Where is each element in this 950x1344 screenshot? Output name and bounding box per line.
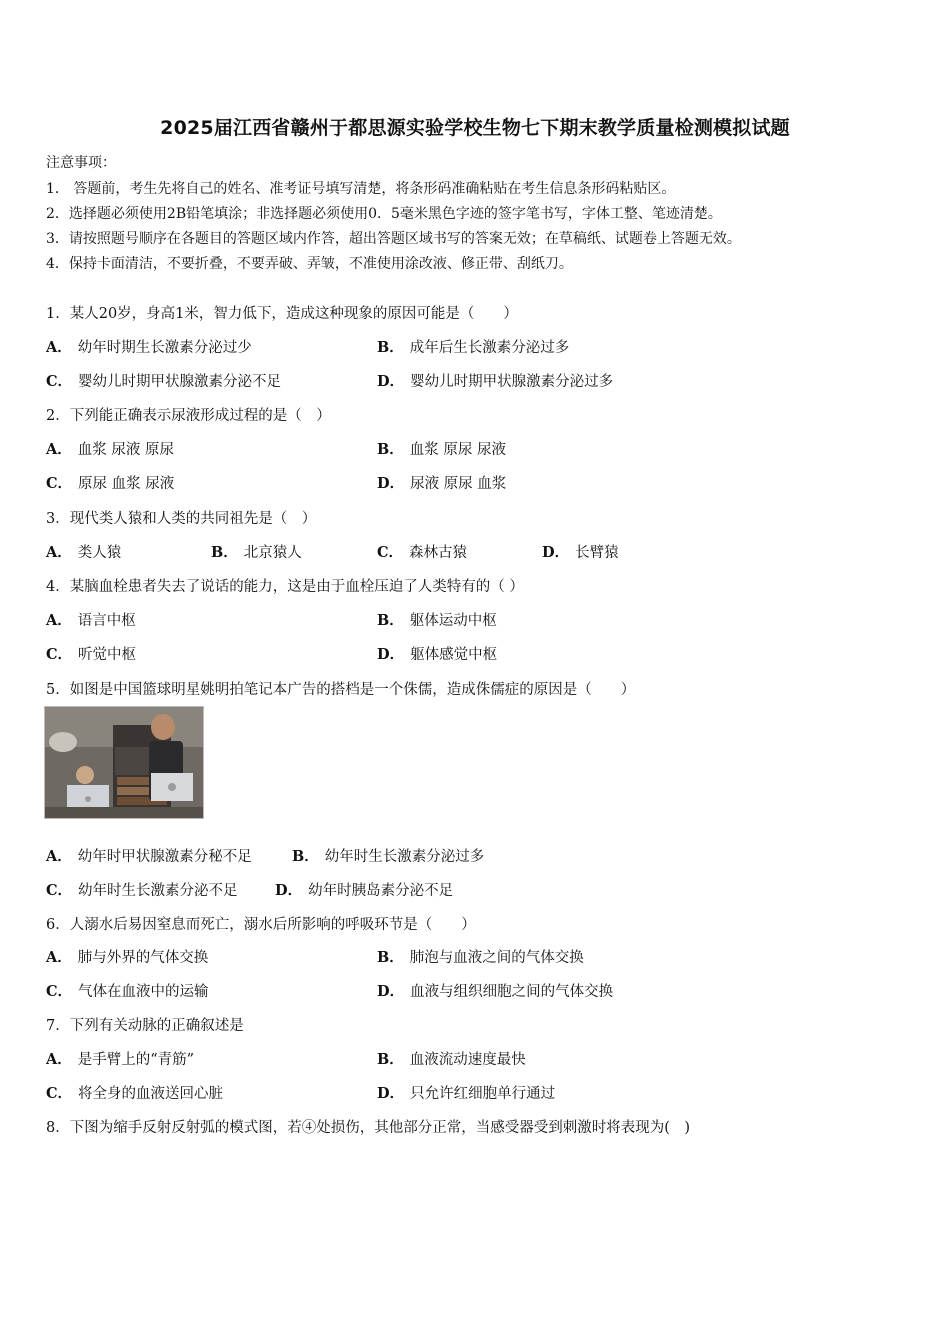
option-a: A． 语言中枢 [46,612,136,629]
option-d: D． 婴幼儿时期甲状腺激素分泌过多 [377,373,614,390]
option-c: C． 幼年时生长激素分泌不足 [46,882,238,899]
option-b: B． 躯体运动中枢 [377,612,497,629]
question-stem: 4．某脑血栓患者失去了说话的能力，这是由于血栓压迫了人类特有的（ ） [46,579,524,595]
option-a: A． 幼年时甲状腺激素分秘不足 [46,848,252,865]
question-stem: 1．某人20岁，身高1米，智力低下，造成这种现象的原因可能是（ ） [46,306,518,322]
question-stem: 7．下列有关动脉的正确叙述是 [46,1018,244,1034]
option-c: C． 森林古猿 [377,544,468,561]
option-d: D． 血液与组织细胞之间的气体交换 [377,983,614,1000]
option-b: B． 成年后生长激素分泌过多 [377,339,570,356]
option-a: A． 类人猿 [46,544,122,561]
option-a: A． 血浆 尿液 原尿 [46,441,174,458]
option-b: B． 血浆 原尿 尿液 [377,441,506,458]
option-b: B． 北京猿人 [211,544,302,561]
option-c: C． 气体在血液中的运输 [46,983,209,1000]
option-c: C． 将全身的血液送回心脏 [46,1085,224,1102]
notice-item: 1． 答题前，考生先将自己的姓名、准考证号填写清楚，将条形码准确粘贴在考生信息条形码粘贴区。 [46,181,676,197]
option-d: D． 尿液 原尿 血浆 [377,475,507,492]
option-a: A． 幼年时期生长激素分泌过少 [46,339,252,356]
option-b: B． 肺泡与血液之间的气体交换 [377,949,584,966]
question-stem: 8．下图为缩手反射反射弧的模式图，若④处损伤，其他部分正常，当感受器受到刺激时将表现为( ) [46,1120,691,1136]
option-d: D． 长臂猿 [542,544,619,561]
option-d: D． 只允许红细胞单行通过 [377,1085,556,1102]
option-c: C． 婴幼儿时期甲状腺激素分泌不足 [46,373,282,390]
notice-item: 4．保持卡面清洁，不要折叠，不要弄破、弄皱，不准使用涂改液、修正带、刮纸刀。 [46,256,573,272]
question-photo [44,706,204,819]
page-title: 2025届江西省赣州于都思源实验学校生物七下期末教学质量检测模拟试题 [160,117,790,139]
question-stem: 5．如图是中国篮球明星姚明拍笔记本广告的搭档是一个侏儒，造成侏儒症的原因是（ ） [46,682,636,698]
notice-item: 3．请按照题号顺序在各题目的答题区域内作答，超出答题区域书写的答案无效；在草稿纸、试题卷上答题无效。 [46,231,741,247]
option-c: C． 原尿 血浆 尿液 [46,475,175,492]
notice-item: 2．选择题必须使用2B铅笔填涂；非选择题必须使用0．5毫米黑色字迹的签字笔书写，字体工整、笔迹清楚。 [46,206,722,222]
notice-heading: 注意事项： [46,155,116,171]
option-b: B． 幼年时生长激素分泌过多 [292,848,485,865]
option-b: B． 血液流动速度最快 [377,1051,526,1068]
question-stem: 3．现代类人猿和人类的共同祖先是（ ） [46,511,317,527]
option-d: D． 躯体感觉中枢 [377,646,498,663]
option-a: A． 是手臂上的“青筋” [46,1051,195,1068]
question-stem: 2．下列能正确表示尿液形成过程的是（ ） [46,408,331,424]
option-a: A． 肺与外界的气体交换 [46,949,209,966]
question-stem: 6．人溺水后易因窒息而死亡，溺水后所影响的呼吸环节是（ ） [46,917,476,933]
option-d: D． 幼年时胰岛素分泌不足 [275,882,454,899]
option-c: C． 听觉中枢 [46,646,137,663]
